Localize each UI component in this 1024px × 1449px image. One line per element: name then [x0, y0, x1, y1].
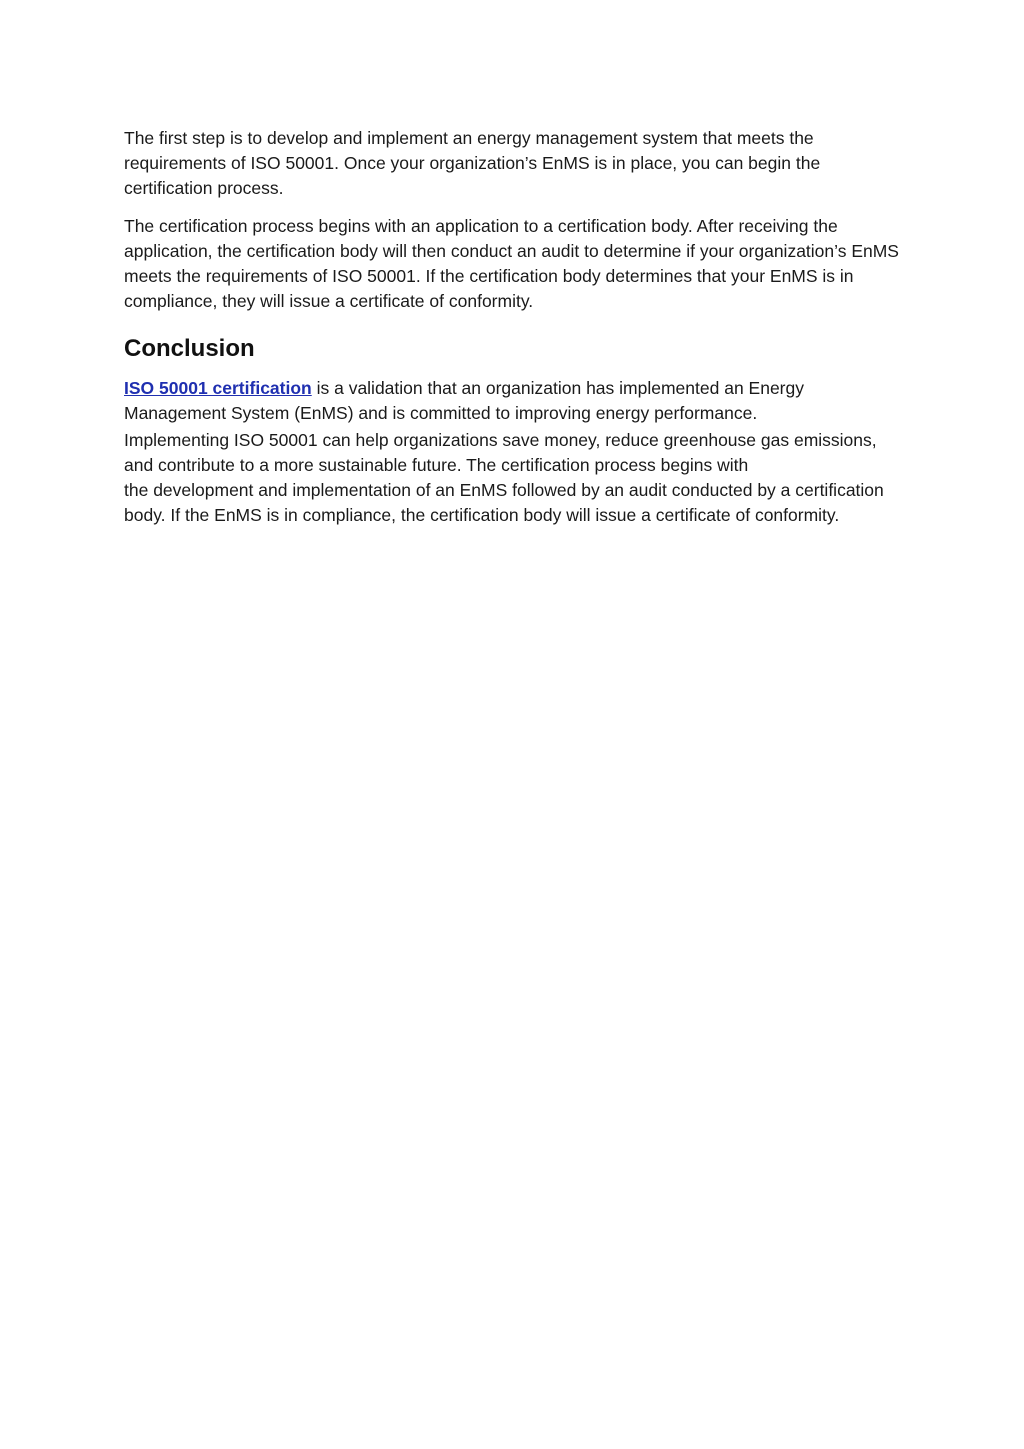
iso-50001-certification-link[interactable]: ISO 50001 certification	[124, 378, 312, 398]
paragraph-first-step: The first step is to develop and implement an energy management system that meets the requirements of ISO 50001. Once your organization’s EnMS is in place, you can begin the certification process.	[124, 128, 821, 198]
conclusion-development-text: the development and implementation of an EnMS followed by an audit conducted by a certification body. If the EnMS is in compliance, the certification body will issue a certificate of conformity.	[124, 480, 884, 525]
conclusion-implementing-text: Implementing ISO 50001 can help organizations save money, reduce greenhouse gas emissions, and contribute to a more sustainable future. The certification process begins with	[124, 430, 877, 475]
paragraph-certification-process: The certification process begins with an application to a certification body. After receiving the application, the certification body will then conduct an audit to determine if your organization’s EnMS meets the requirements of ISO 50001. If the certification body determines that your EnMS is in compliance, they will issue a certificate of conformity.	[124, 216, 899, 311]
conclusion-intro	[124, 376, 900, 426]
conclusion-intro-text: is a validation that an organization has implemented an Energy Management System (EnMS) and is committed to improving energy performance.	[124, 378, 804, 423]
conclusion-section	[124, 376, 900, 528]
conclusion-heading: Conclusion	[124, 335, 255, 362]
document-body	[124, 126, 900, 528]
